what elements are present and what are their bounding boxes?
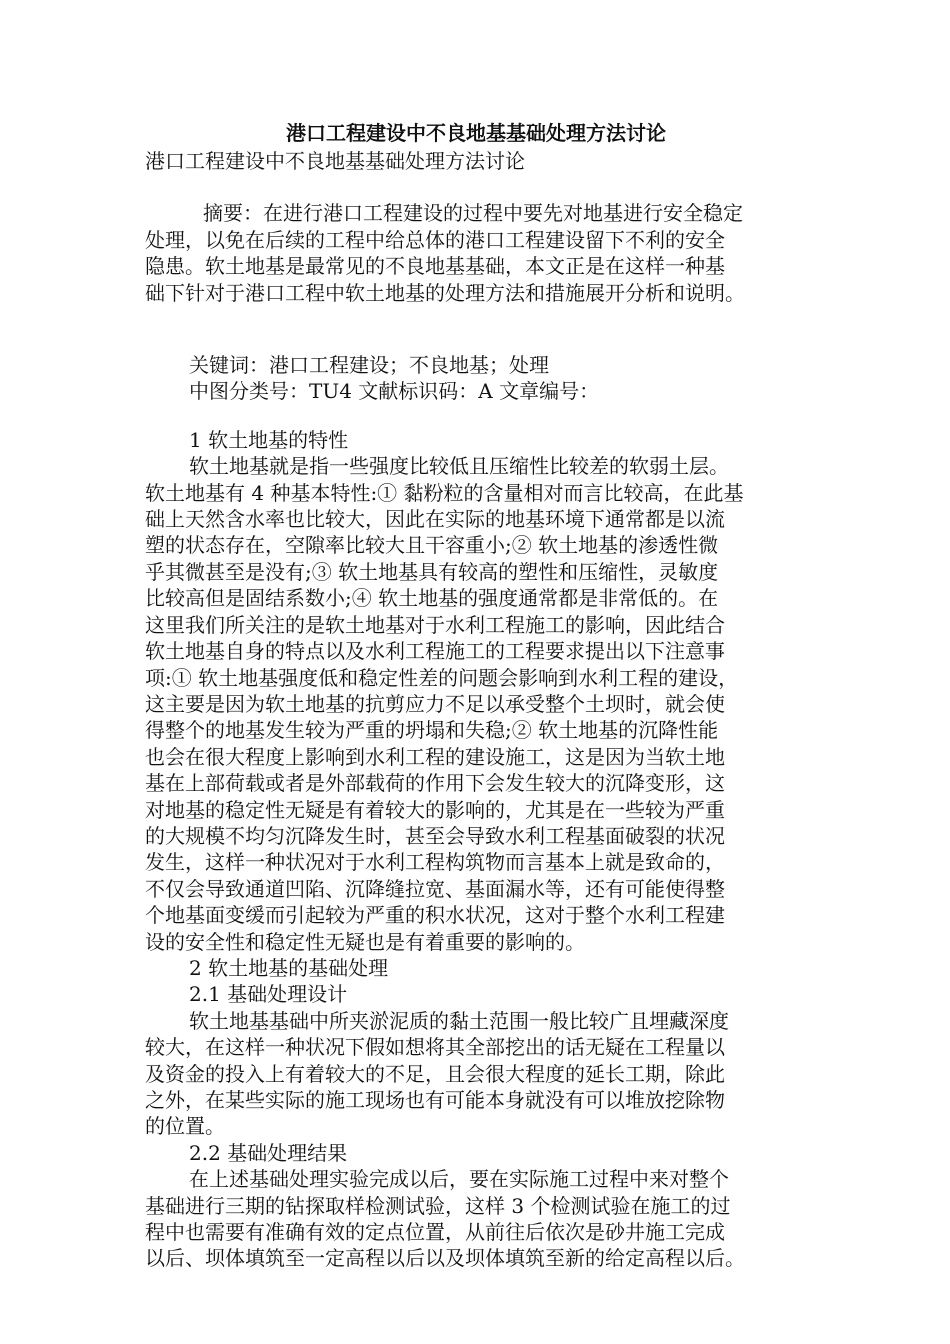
- body-line: 程中也需要有准确有效的定点位置，从前往后依次是砂井施工完成: [145, 1220, 725, 1245]
- body-line: 软土地基基础中所夹淤泥质的黏土范围一般比较广且埋藏深度: [189, 1008, 729, 1033]
- section-1-body: [145, 453, 807, 955]
- body-line: 以后、坝体填筑至一定高程以后以及坝体填筑至新的给定高程以后。: [145, 1246, 745, 1271]
- abstract-line: 隐患。软土地基是最常见的不良地基基础，本文正是在这样一种基: [145, 254, 725, 279]
- abstract-line: 础下针对于港口工程中软土地基的处理方法和措施展开分析和说明。: [145, 280, 745, 305]
- body-line: 软土地基自身的特点以及水利工程施工的工程要求提出以下注意事: [145, 639, 725, 664]
- body-line: 不仅会导致通道凹陷、沉降缝拉宽、基面漏水等，还有可能使得整: [145, 876, 725, 901]
- body-line: 基在上部荷载或者是外部载荷的作用下会发生较大的沉降变形，这: [145, 771, 725, 796]
- spacer: [145, 174, 807, 200]
- body-line: 的位置。: [145, 1114, 225, 1139]
- body-line: 得整个的地基发生较为严重的坍塌和失稳;② 软土地基的沉降性能: [145, 718, 719, 743]
- body-line: 软土地基有 4 种基本特性:① 黏粉粒的含量相对而言比较高，在此基: [145, 480, 744, 505]
- body-line: 个地基面变缓而引起较为严重的积水状况，这对于整个水利工程建: [145, 903, 725, 928]
- body-line: 基础进行三期的钻探取样检测试验，这样 3 个检测试验在施工的过: [145, 1193, 731, 1218]
- body-line: 之外，在某些实际的施工现场也有可能本身就没有可以堆放挖除物: [145, 1088, 725, 1112]
- abstract: [145, 200, 807, 306]
- body-line: 础上天然含水率也比较大，因此在实际的地基环境下通常都是以流: [145, 507, 725, 532]
- document-subtitle: 港口工程建设中不良地基基础处理方法讨论: [145, 149, 525, 173]
- body-line: 项:① 软土地基强度低和稳定性差的问题会影响到水利工程的建设，: [145, 665, 739, 690]
- body-line: 对地基的稳定性无疑是有着较大的影响的，尤其是在一些较为严重: [145, 797, 725, 822]
- body-line: 也会在很大程度上影响到水利工程的建设施工，这是因为当软土地: [145, 744, 725, 769]
- body-line: 塑的状态存在，空隙率比较大且干容重小;② 软土地基的渗透性微: [145, 533, 719, 558]
- body-line: 比较高但是固结系数小;④ 软土地基的强度通常都是非常低的。在: [145, 586, 719, 611]
- body-line: 在上述基础处理实验完成以后，要在实际施工过程中来对整个: [189, 1167, 729, 1192]
- abstract-line: 处理，以免在后续的工程中给总体的港口工程建设留下不利的安全: [145, 227, 725, 252]
- section-1-heading: 1 软土地基的特性: [189, 427, 349, 452]
- section-2-2-heading: 2.2 基础处理结果: [189, 1140, 348, 1165]
- document-page: [145, 118, 807, 1272]
- document-title: 港口工程建设中不良地基基础处理方法讨论: [286, 121, 666, 145]
- body-line: 这主要是因为软土地基的抗剪应力不足以承受整个土坝时，就会使: [145, 691, 725, 716]
- body-line: 设的安全性和稳定性无疑也是有着重要的影响的。: [145, 929, 585, 954]
- body-line: 软土地基就是指一些强度比较低且压缩性比较差的软弱土层。: [189, 454, 729, 479]
- spacer: [145, 405, 807, 427]
- spacer: [145, 306, 807, 352]
- body-line: 的大规模不均匀沉降发生时，甚至会导致水利工程基面破裂的状况: [145, 823, 725, 848]
- body-line: 乎其微甚至是没有;③ 软土地基具有较高的塑性和压缩性，灵敏度: [145, 559, 719, 584]
- classification-info: 中图分类号：TU4 文献标识码：A 文章编号：: [189, 379, 600, 404]
- section-2-2-body: [145, 1166, 807, 1272]
- keywords: 关键词：港口工程建设；不良地基；处理: [189, 353, 549, 378]
- section-2-1-body: [145, 1008, 807, 1140]
- body-line: 及资金的投入上有着较大的不足，且会很大程度的延长工期，除此: [145, 1061, 725, 1086]
- abstract-line: 摘要：在进行港口工程建设的过程中要先对地基进行安全稳定: [203, 201, 743, 226]
- body-line: 发生，这样一种状况对于水利工程构筑物而言基本上就是致命的，: [145, 850, 725, 875]
- section-2-1-heading: 2.1 基础处理设计: [189, 982, 348, 1007]
- section-2-heading: 2 软土地基的基础处理: [189, 955, 389, 980]
- body-line: 这里我们所关注的是软土地基对于水利工程施工的影响，因此结合: [145, 612, 725, 637]
- body-line: 较大，在这样一种状况下假如想将其全部挖出的话无疑在工程量以: [145, 1035, 725, 1060]
